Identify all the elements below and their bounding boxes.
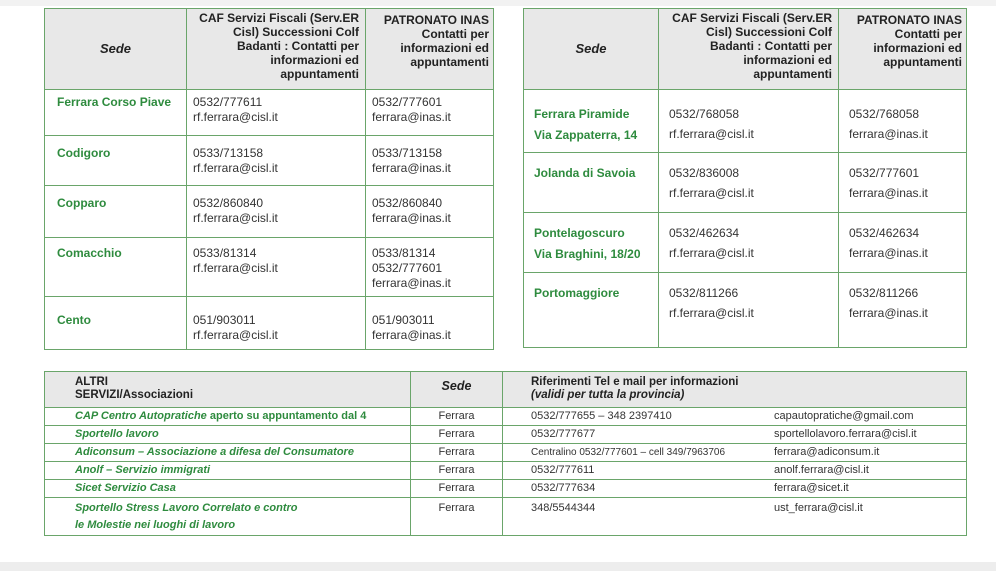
inas-phone: 0533/713158 (372, 146, 443, 160)
office-address: Via Zappaterra, 14 (534, 128, 638, 142)
inas-extra-phone: 0532/777601 (372, 261, 443, 275)
table-row (524, 90, 967, 153)
service-phone: 0532/777634 (531, 482, 596, 494)
service-name: Sportello Stress Lavoro Correlato e contro (75, 502, 298, 514)
service-mail: sportellolavoro.ferrara@cisl.it (774, 428, 917, 440)
office-city: Portomaggiore (534, 286, 620, 300)
header-sede: Sede (411, 372, 503, 408)
office-city: Jolanda di Savoia (534, 166, 636, 180)
header-inas: PATRONATO INAS Contatti per informazioni ed appuntamenti (366, 9, 494, 90)
service-sede: Ferrara (411, 480, 503, 498)
service-name: CAP Centro Autopratiche (75, 410, 207, 422)
inas-phone: 051/903011 (372, 313, 435, 327)
caf-mail: rf.ferrara@cisl.it (669, 306, 754, 320)
table-row (524, 153, 967, 213)
inas-phone: 0532/777601 (372, 95, 443, 109)
service-phone: 0532/777677 (531, 428, 596, 440)
service-name: Sportello lavoro (75, 428, 159, 440)
left-offices-table (44, 8, 494, 350)
table-row (45, 408, 967, 426)
service-mail: ust_ferrara@cisl.it (774, 502, 863, 514)
service-phone: 348/5544344 (531, 502, 596, 514)
caf-phone: 0533/81314 (193, 246, 257, 260)
service-mail: ferrara@adiconsum.it (774, 446, 880, 458)
caf-phone: 0532/811266 (669, 286, 739, 300)
office-address: Via Braghini, 18/20 (534, 247, 641, 261)
header-sede: Sede (524, 9, 659, 90)
caf-phone: 0532/777611 (193, 95, 263, 109)
table-row (45, 462, 967, 480)
service-mail: capautopratiche@gmail.com (774, 410, 914, 422)
caf-phone: 0532/462634 (669, 226, 740, 240)
caf-mail: rf.ferrara@cisl.it (193, 261, 278, 275)
caf-phone: 0533/713158 (193, 146, 264, 160)
inas-mail: ferrara@inas.it (372, 276, 451, 290)
caf-mail: rf.ferrara@cisl.it (193, 110, 278, 124)
right-offices-table (523, 8, 967, 348)
office-city: Cento (45, 297, 187, 350)
caf-mail: rf.ferrara@cisl.it (669, 246, 754, 260)
inas-phone: 0532/462634 (849, 226, 920, 240)
inas-mail: ferrara@inas.it (849, 127, 928, 141)
service-name: Adiconsum – Associazione a difesa del Consumatore (75, 446, 354, 458)
service-name: Sicet Servizio Casa (75, 482, 176, 494)
caf-mail: rf.ferrara@cisl.it (193, 161, 278, 175)
header-servizi: ALTRI SERVIZI/Associazioni (45, 372, 411, 408)
table-row (524, 273, 967, 348)
header-sede: Sede (45, 9, 187, 90)
office-city: Copparo (45, 186, 187, 238)
inas-phone: 0532/768058 (849, 107, 920, 121)
service-sede: Ferrara (411, 444, 503, 462)
inas-phone: 0532/811266 (849, 286, 919, 300)
table-row (45, 444, 967, 462)
caf-phone: 0532/836008 (669, 166, 740, 180)
service-sede: Ferrara (411, 498, 503, 536)
caf-mail: rf.ferrara@cisl.it (193, 328, 278, 342)
inas-mail: ferrara@inas.it (372, 328, 451, 342)
bottom-bar (0, 562, 996, 571)
caf-mail: rf.ferrara@cisl.it (669, 127, 754, 141)
top-bar (0, 0, 996, 6)
service-name: Anolf – Servizio immigrati (75, 464, 211, 476)
service-sede: Ferrara (411, 462, 503, 480)
caf-mail: rf.ferrara@cisl.it (669, 186, 754, 200)
header-riferimenti: Riferimenti Tel e mail per informazioni (validi per tutta la provincia) (503, 372, 967, 408)
table-row (45, 238, 494, 297)
table-row (45, 186, 494, 238)
caf-phone: 0532/768058 (669, 107, 740, 121)
service-note: aperto su appuntamento dal 4 (206, 410, 367, 422)
office-city: Comacchio (45, 238, 187, 297)
table-row (45, 90, 494, 136)
office-city: Ferrara Piramide (534, 107, 630, 121)
table-row (524, 213, 967, 273)
table-row (45, 297, 494, 350)
table-row (45, 498, 967, 536)
office-city: Ferrara Corso Piave (45, 90, 187, 136)
table-row (45, 426, 967, 444)
service-phone: 0532/777611 (531, 464, 595, 476)
service-sede: Ferrara (411, 426, 503, 444)
header-caf: CAF Servizi Fiscali (Serv.ER Cisl) Successioni Colf Badanti : Contatti per informazioni ed appuntamenti (187, 9, 366, 90)
inas-phone: 0532/860840 (372, 196, 443, 210)
service-phone: Centralino 0532/777601 – cell 349/7963706 (531, 447, 726, 458)
caf-mail: rf.ferrara@cisl.it (193, 211, 278, 225)
service-mail: anolf.ferrara@cisl.it (774, 464, 869, 476)
office-city: Codigoro (45, 136, 187, 186)
service-sede: Ferrara (411, 408, 503, 426)
inas-mail: ferrara@inas.it (372, 161, 451, 175)
inas-phone: 0532/777601 (849, 166, 920, 180)
inas-mail: ferrara@inas.it (849, 246, 928, 260)
office-city: Pontelagoscuro (534, 226, 625, 240)
service-mail: ferrara@sicet.it (774, 482, 849, 494)
table-row (45, 136, 494, 186)
inas-phone: 0533/81314 (372, 246, 436, 260)
services-table (44, 371, 967, 536)
inas-mail: ferrara@inas.it (849, 186, 928, 200)
inas-mail: ferrara@inas.it (372, 211, 451, 225)
caf-phone: 051/903011 (193, 313, 256, 327)
table-row (45, 480, 967, 498)
service-phone: 0532/777655 – 348 2397410 (531, 410, 672, 422)
inas-mail: ferrara@inas.it (849, 306, 928, 320)
caf-phone: 0532/860840 (193, 196, 264, 210)
header-caf: CAF Servizi Fiscali (Serv.ER Cisl) Successioni Colf Badanti : Contatti per informazioni ed appuntamenti (659, 9, 839, 90)
service-name-cont: le Molestie nei luoghi di lavoro (75, 519, 236, 531)
header-inas: PATRONATO INAS Contatti per informazioni ed appuntamenti (839, 9, 967, 90)
inas-mail: ferrara@inas.it (372, 110, 451, 124)
